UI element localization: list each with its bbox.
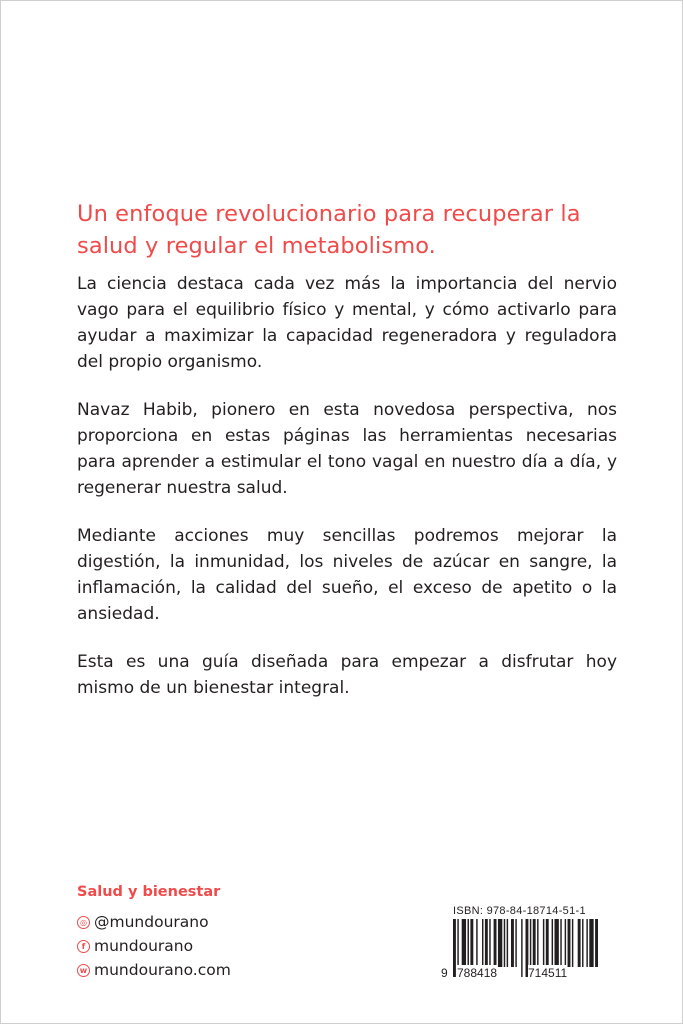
social-instagram[interactable] — [77, 913, 337, 931]
barcode-bar — [533, 919, 536, 967]
barcode-bar — [582, 919, 583, 967]
synopsis — [77, 271, 617, 723]
barcode-bar — [485, 919, 488, 967]
barcode-bar — [552, 919, 553, 967]
instagram-icon: ◎ — [77, 916, 90, 929]
barcode-bar — [560, 919, 561, 967]
barcode-bar — [586, 919, 587, 967]
barcode-bar — [468, 919, 469, 967]
barcode-bar — [555, 919, 559, 967]
barcode-bar — [476, 919, 477, 967]
facebook-icon: f — [77, 940, 90, 953]
barcode-bar — [578, 919, 581, 967]
isbn-label: ISBN: 978-84-18714-51-1 — [453, 905, 586, 917]
barcode-bar — [511, 919, 514, 967]
barcode-bar — [498, 919, 502, 967]
barcode-digit-first: 9 — [441, 966, 448, 980]
barcode-bar — [504, 919, 505, 967]
barcode-bar — [565, 919, 566, 967]
barcode-bar — [507, 919, 508, 967]
social-handle: @mundourano — [94, 913, 209, 931]
barcode-bar — [521, 919, 522, 977]
barcode-bar — [515, 919, 516, 967]
social-facebook[interactable] — [77, 937, 337, 955]
barcode-bar — [494, 919, 497, 967]
barcode-bar — [589, 919, 593, 967]
barcode-bar — [489, 919, 490, 967]
barcode-digits-right: 714511 — [528, 966, 568, 980]
barcode-bar — [453, 919, 456, 977]
barcode-bar — [470, 919, 473, 967]
paragraph: Navaz Habib, pionero en esta novedosa perspectiva, nos proporciona en estas páginas las herramientas necesarias para aprender a estimular el tono vagal en nuestro día a día, y regenerar nuestra salud. — [77, 400, 617, 498]
barcode-bar — [482, 919, 483, 967]
social-handle: mundourano — [94, 937, 194, 955]
barcode-bar — [537, 919, 538, 967]
barcode-bar — [595, 919, 598, 967]
barcode-bar — [546, 919, 549, 967]
web-icon: w — [77, 964, 90, 977]
social-web[interactable] — [77, 961, 337, 979]
social-handle: mundourano.com — [94, 961, 231, 979]
paragraph: La ciencia destaca cada vez más la importancia del nervio vago para el equilibrio físico y mental, y cómo activarlo para ayudar a maximizar la capacidad regeneradora y reguladora del propio organismo. — [77, 274, 617, 372]
barcode-digits-left: 788418 — [457, 966, 498, 980]
paragraph: Esta es una guía diseñada para empezar a disfrutar hoy mismo de un bienestar integral. — [77, 652, 617, 698]
category-label: Salud y bienestar — [77, 884, 221, 900]
paragraph: Mediante acciones muy sencillas podremos mejorar la digestión, la inmunidad, los niveles de azúcar en sangre, la inflamación, la calidad del sueño, el exceso de apetito o la ansiedad. — [77, 526, 617, 624]
barcode-bar — [462, 919, 466, 967]
headline: Un enfoque revolucionario para recuperar la salud y regular el metabolismo. — [77, 201, 581, 259]
barcode-bar — [572, 919, 573, 967]
barcode-bar — [568, 919, 571, 967]
barcode-bar — [543, 919, 544, 967]
